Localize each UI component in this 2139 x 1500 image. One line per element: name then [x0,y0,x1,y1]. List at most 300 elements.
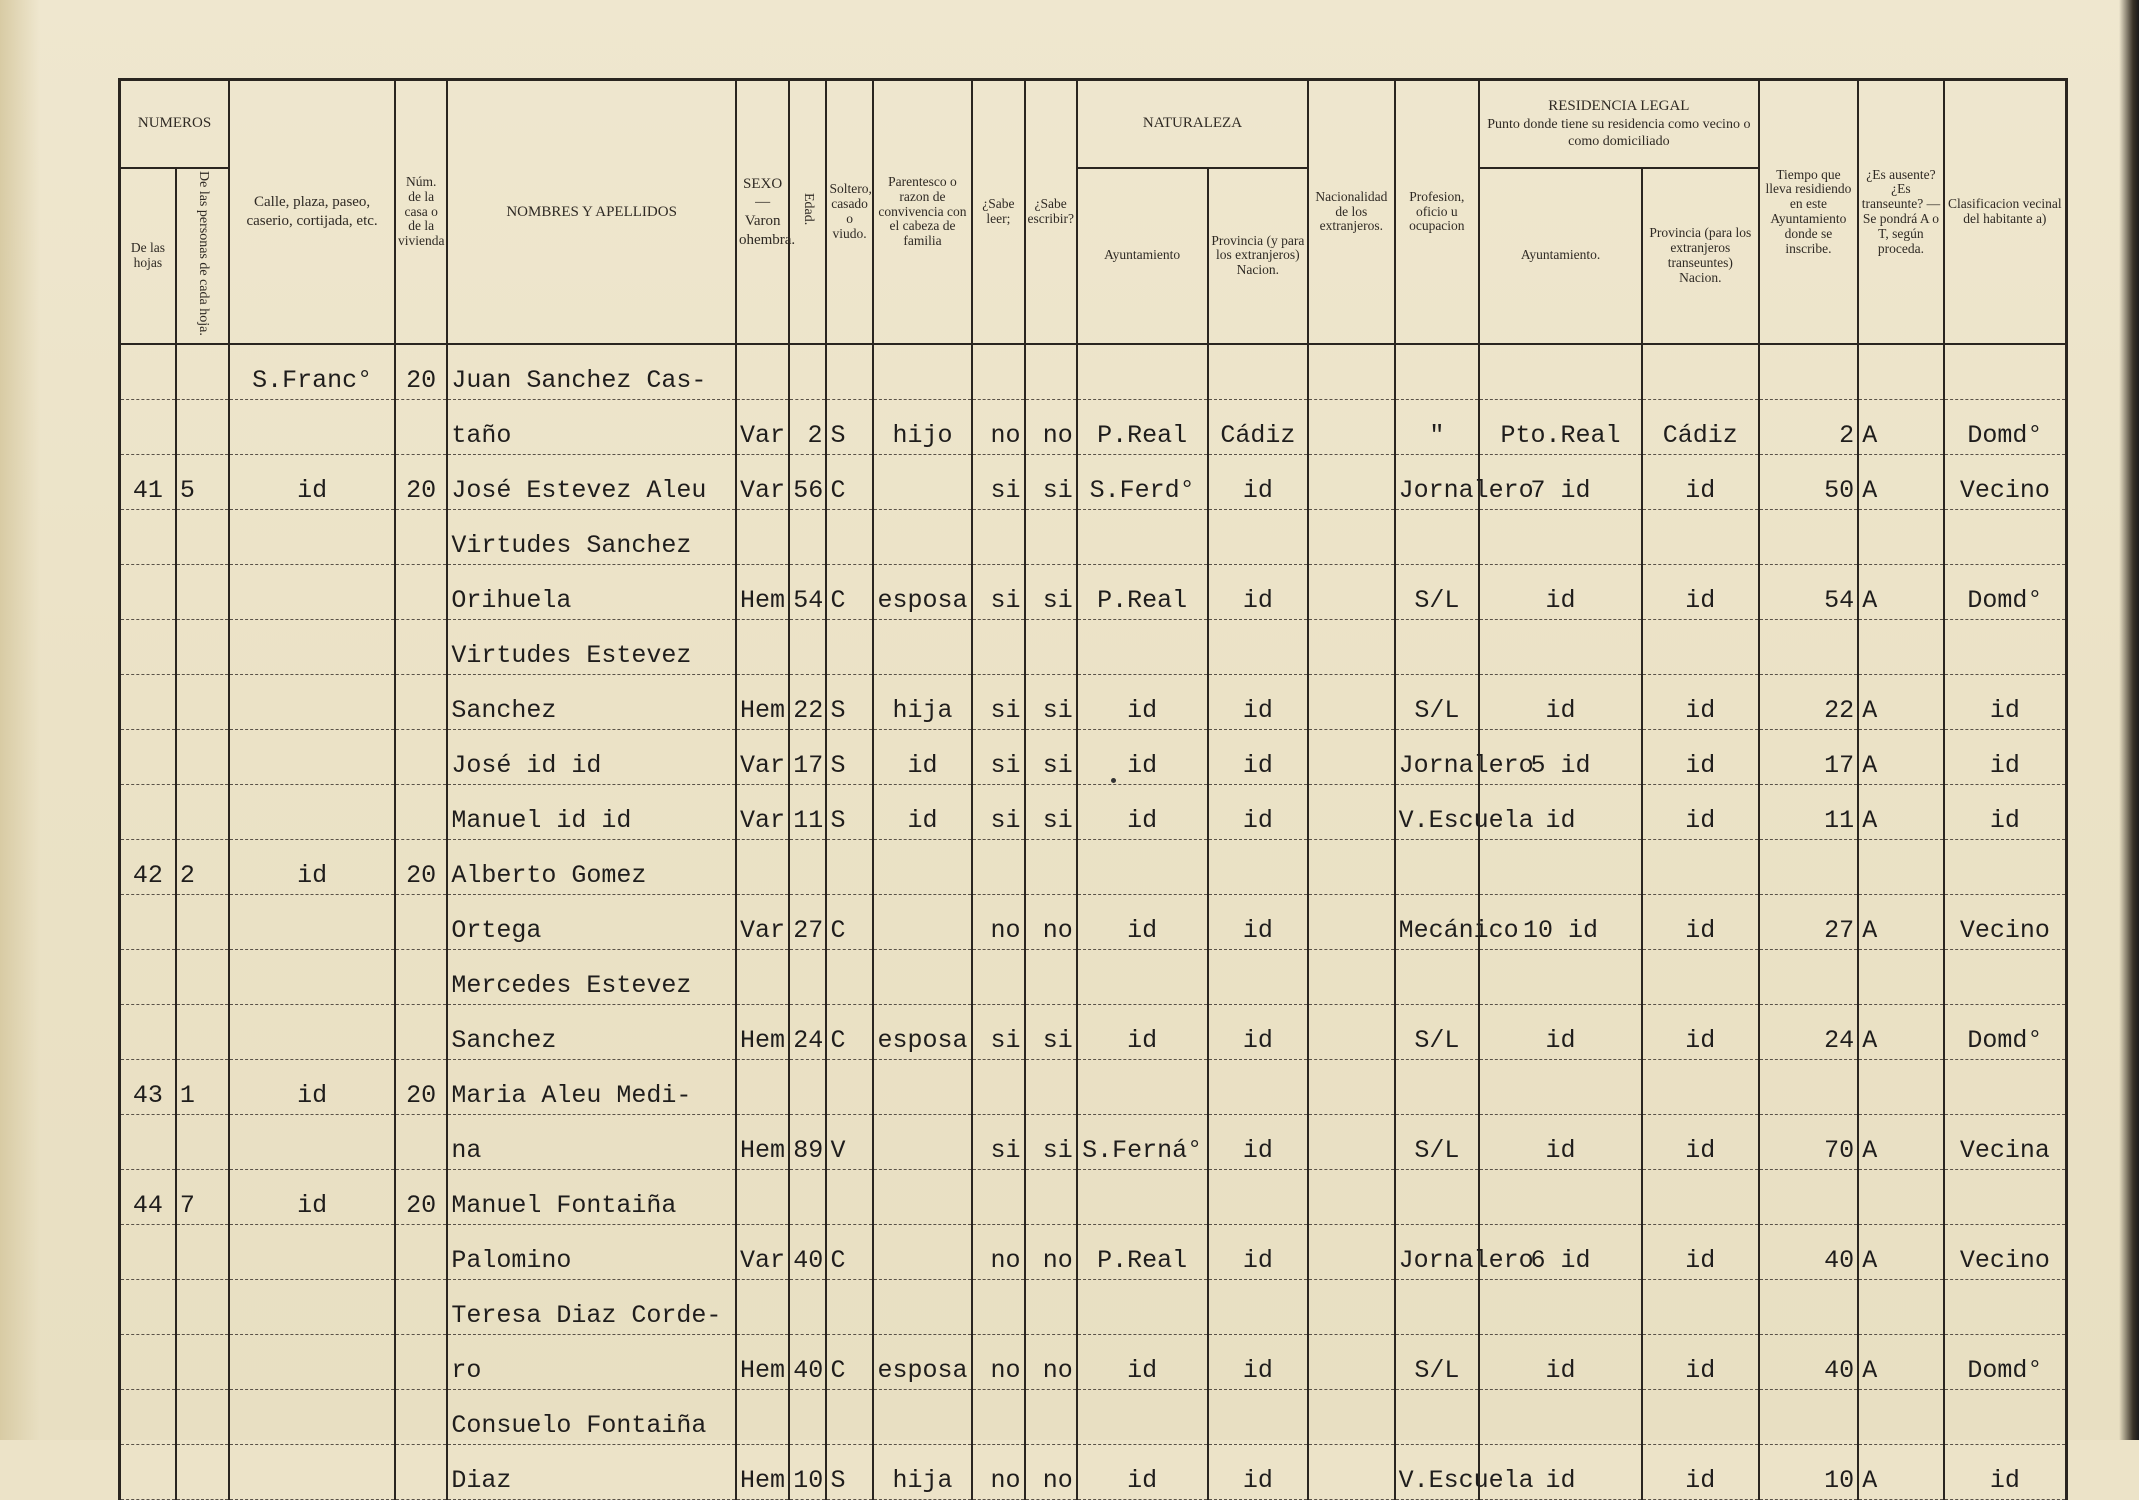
casa-cell [395,730,447,785]
clasificacion-cell [1944,620,2067,675]
parentesco-cell [873,1280,973,1335]
sexo-cell [736,344,789,400]
persona-cell [176,1445,229,1500]
ausente-cell: A [1858,565,1943,620]
nombre-cell: Diaz [447,1445,736,1500]
tiempo-cell: 40 [1759,1225,1859,1280]
sexo-cell [736,840,789,895]
casa-cell [395,1005,447,1060]
res-provincia-cell: id [1642,675,1759,730]
hoja-cell [120,1390,176,1445]
nombre-cell: Juan Sanchez Cas- [447,344,736,400]
header-num-casa: Núm. de la casa o de la vivienda [395,80,447,345]
table-row [120,510,2067,565]
estado-cell: C [826,565,872,620]
table-row [120,455,2067,510]
calle-cell [229,895,395,950]
nat-ayuntamiento-cell: P.Real [1077,565,1208,620]
clasificacion-cell: Vecina [1944,1115,2067,1170]
ausente-cell: A [1858,1005,1943,1060]
tiempo-cell: 2 [1759,400,1859,455]
casa-cell [395,1445,447,1500]
edad-cell: 17 [789,730,826,785]
res-provincia-cell: id [1642,895,1759,950]
res-ayuntamiento-cell [1479,510,1642,565]
tiempo-cell [1759,344,1859,400]
edad-cell: 40 [789,1225,826,1280]
hoja-cell: 44 [120,1170,176,1225]
sabe-leer-cell [972,1280,1024,1335]
clasificacion-cell [1944,1170,2067,1225]
persona-cell [176,1225,229,1280]
res-provincia-cell: id [1642,565,1759,620]
nat-ayuntamiento-cell: id [1077,895,1208,950]
calle-cell [229,620,395,675]
header-de-las-personas [176,168,229,345]
table-row [120,1060,2067,1115]
persona-cell [176,1115,229,1170]
estado-cell [826,950,872,1005]
sabe-leer-cell: si [972,785,1024,840]
calle-cell [229,730,395,785]
edad-cell [789,840,826,895]
profesion-cell: S/L [1395,1335,1479,1390]
nat-provincia-cell: id [1208,1335,1309,1390]
calle-cell [229,1335,395,1390]
nat-ayuntamiento-cell [1077,950,1208,1005]
profesion-cell: V.Escuela [1395,1445,1479,1500]
edad-cell: 56 [789,455,826,510]
hoja-cell [120,785,176,840]
edad-cell [789,510,826,565]
calle-cell [229,510,395,565]
nombre-cell: Manuel id id [447,785,736,840]
estado-cell: S [826,1445,872,1500]
sabe-leer-cell [972,344,1024,400]
sexo-cell [736,1280,789,1335]
estado-cell: V [826,1115,872,1170]
profesion-cell [1395,950,1479,1005]
nat-ayuntamiento-cell [1077,620,1208,675]
sexo-cell: Var [736,895,789,950]
parentesco-cell: hija [873,675,973,730]
persona-cell: 2 [176,840,229,895]
ausente-cell: A [1858,895,1943,950]
header-numeros: NUMEROS [120,80,230,168]
sabe-leer-cell: no [972,1335,1024,1390]
nat-ayuntamiento-cell [1077,1280,1208,1335]
tiempo-cell [1759,950,1859,1005]
nat-ayuntamiento-cell: id [1077,1335,1208,1390]
nacionalidad-cell [1308,400,1394,455]
clasificacion-cell: Vecino [1944,895,2067,950]
ausente-cell [1858,950,1943,1005]
nombre-cell: Palomino [447,1225,736,1280]
ausente-cell [1858,1170,1943,1225]
casa-cell: 20 [395,455,447,510]
hoja-cell [120,1280,176,1335]
hoja-cell [120,510,176,565]
nat-ayuntamiento-cell [1077,1390,1208,1445]
casa-cell: 20 [395,1170,447,1225]
tiempo-cell: 22 [1759,675,1859,730]
estado-cell: S [826,400,872,455]
nacionalidad-cell [1308,1115,1394,1170]
header-res-ayuntamiento: Ayuntamiento. [1479,168,1642,345]
persona-cell [176,1280,229,1335]
persona-cell [176,400,229,455]
header-residencia [1479,80,1759,168]
ausente-cell [1858,1280,1943,1335]
parentesco-cell: esposa [873,565,973,620]
ink-dot [1111,778,1116,783]
edad-cell: 10 [789,1445,826,1500]
casa-cell [395,1225,447,1280]
ausente-cell: A [1858,1445,1943,1500]
profesion-cell [1395,620,1479,675]
res-ayuntamiento-cell [1479,1390,1642,1445]
table-row [120,1335,2067,1390]
nat-provincia-cell: id [1208,455,1309,510]
calle-cell [229,1225,395,1280]
sabe-leer-cell: si [972,675,1024,730]
estado-cell: C [826,1335,872,1390]
estado-cell: S [826,785,872,840]
calle-cell [229,1280,395,1335]
clasificacion-cell [1944,1390,2067,1445]
table-header [120,80,2067,345]
edad-cell [789,1390,826,1445]
casa-cell [395,1335,447,1390]
nombre-cell: Virtudes Estevez [447,620,736,675]
nacionalidad-cell [1308,510,1394,565]
profesion-cell [1395,1170,1479,1225]
sexo-cell [736,1390,789,1445]
edad-cell: 40 [789,1335,826,1390]
res-ayuntamiento-cell [1479,1280,1642,1335]
nat-provincia-cell: id [1208,1225,1309,1280]
table-row [120,675,2067,730]
tiempo-cell: 27 [1759,895,1859,950]
tiempo-cell: 70 [1759,1115,1859,1170]
header-parentesco: Parentesco o razon de convivencia con el cabeza de familia [873,80,973,345]
header-estado: Soltero, casado o viudo. [826,80,872,345]
edad-cell [789,1280,826,1335]
res-ayuntamiento-cell: id [1479,565,1642,620]
tiempo-cell [1759,840,1859,895]
nombre-cell: ro [447,1335,736,1390]
hoja-cell [120,950,176,1005]
sabe-escribir-cell [1025,1280,1077,1335]
nacionalidad-cell [1308,675,1394,730]
tiempo-cell: 24 [1759,1005,1859,1060]
nat-ayuntamiento-cell: id [1077,675,1208,730]
res-provincia-cell [1642,840,1759,895]
casa-cell [395,785,447,840]
profesion-cell [1395,1390,1479,1445]
hoja-cell [120,1445,176,1500]
sabe-escribir-cell: no [1025,1335,1077,1390]
nat-provincia-cell: id [1208,785,1309,840]
tiempo-cell: 54 [1759,565,1859,620]
sabe-escribir-cell: no [1025,895,1077,950]
nacionalidad-cell [1308,565,1394,620]
res-provincia-cell: id [1642,1005,1759,1060]
sabe-leer-cell: si [972,565,1024,620]
profesion-cell [1395,510,1479,565]
tiempo-cell [1759,510,1859,565]
profesion-cell: S/L [1395,1005,1479,1060]
sabe-leer-cell [972,510,1024,565]
header-nat-ayuntamiento: Ayuntamiento [1077,168,1208,345]
sabe-escribir-cell [1025,1170,1077,1225]
clasificacion-cell: Domd° [1944,400,2067,455]
table-row [120,1445,2067,1500]
ausente-cell [1858,1060,1943,1115]
res-ayuntamiento-cell: id [1479,785,1642,840]
hoja-cell [120,895,176,950]
res-ayuntamiento-cell: 7 id [1479,455,1642,510]
sexo-cell: Hem [736,1335,789,1390]
profesion-cell: S/L [1395,675,1479,730]
estado-cell [826,344,872,400]
tiempo-cell: 11 [1759,785,1859,840]
calle-cell [229,565,395,620]
hoja-cell [120,730,176,785]
persona-cell [176,1335,229,1390]
res-provincia-cell [1642,1280,1759,1335]
nacionalidad-cell [1308,895,1394,950]
res-ayuntamiento-cell [1479,950,1642,1005]
ausente-cell [1858,510,1943,565]
sexo-cell: Var [736,455,789,510]
profesion-cell [1395,1060,1479,1115]
casa-cell: 20 [395,840,447,895]
clasificacion-cell [1944,840,2067,895]
edad-cell [789,1060,826,1115]
sabe-leer-cell: si [972,455,1024,510]
parentesco-cell [873,510,973,565]
nat-provincia-cell: id [1208,1005,1309,1060]
tiempo-cell: 10 [1759,1445,1859,1500]
res-ayuntamiento-cell: id [1479,1445,1642,1500]
nombre-cell: Ortega [447,895,736,950]
nat-provincia-cell: id [1208,730,1309,785]
sabe-leer-cell [972,1170,1024,1225]
ausente-cell [1858,1390,1943,1445]
nat-ayuntamiento-cell: S.Ferná° [1077,1115,1208,1170]
estado-cell [826,1060,872,1115]
parentesco-cell [873,1060,973,1115]
ausente-cell [1858,344,1943,400]
nat-provincia-cell [1208,1390,1309,1445]
edad-cell: 2 [789,400,826,455]
estado-cell: S [826,730,872,785]
header-res-provincia: Provincia (para los extranjeros transeuntes) Nacion. [1642,168,1759,345]
estado-cell: C [826,895,872,950]
estado-cell [826,1390,872,1445]
nat-ayuntamiento-cell [1077,344,1208,400]
parentesco-cell: id [873,730,973,785]
sabe-escribir-cell: no [1025,1445,1077,1500]
res-provincia-cell: id [1642,730,1759,785]
persona-cell: 7 [176,1170,229,1225]
parentesco-cell: hijo [873,400,973,455]
casa-cell [395,675,447,730]
nat-provincia-cell: id [1208,1115,1309,1170]
nat-ayuntamiento-cell: id [1077,785,1208,840]
casa-cell [395,950,447,1005]
casa-cell [395,565,447,620]
casa-cell [395,895,447,950]
tiempo-cell [1759,1170,1859,1225]
table-row [120,1225,2067,1280]
calle-cell: id [229,1060,395,1115]
sexo-cell [736,1060,789,1115]
parentesco-cell [873,1115,973,1170]
nombre-cell: Mercedes Estevez [447,950,736,1005]
clasificacion-cell: id [1944,675,2067,730]
casa-cell [395,620,447,675]
ausente-cell: A [1858,1115,1943,1170]
ausente-cell: A [1858,785,1943,840]
profesion-cell: Mecánico [1395,895,1479,950]
nombre-cell: Alberto Gomez [447,840,736,895]
res-ayuntamiento-cell [1479,1060,1642,1115]
ausente-cell: A [1858,400,1943,455]
sexo-cell [736,1170,789,1225]
persona-cell [176,950,229,1005]
nombre-cell: taño [447,400,736,455]
sabe-leer-cell: si [972,1005,1024,1060]
res-ayuntamiento-cell: id [1479,675,1642,730]
res-provincia-cell [1642,950,1759,1005]
nacionalidad-cell [1308,1335,1394,1390]
ausente-cell [1858,620,1943,675]
nombre-cell: José id id [447,730,736,785]
sabe-escribir-cell: no [1025,1225,1077,1280]
clasificacion-cell: id [1944,730,2067,785]
parentesco-cell: id [873,785,973,840]
sabe-leer-cell: no [972,895,1024,950]
sabe-escribir-cell: si [1025,675,1077,730]
nombre-cell: Consuelo Fontaiña [447,1390,736,1445]
edad-cell: 24 [789,1005,826,1060]
nombre-cell: Manuel Fontaiña [447,1170,736,1225]
nacionalidad-cell [1308,620,1394,675]
header-sabe-escribir: ¿Sabe escribir? [1025,80,1077,345]
res-ayuntamiento-cell: id [1479,1005,1642,1060]
parentesco-cell: esposa [873,1335,973,1390]
persona-cell [176,730,229,785]
sabe-escribir-cell: si [1025,565,1077,620]
clasificacion-cell: Domd° [1944,565,2067,620]
nat-ayuntamiento-cell [1077,1170,1208,1225]
hoja-cell [120,400,176,455]
calle-cell: id [229,840,395,895]
clasificacion-cell: id [1944,1445,2067,1500]
profesion-cell [1395,840,1479,895]
res-ayuntamiento-cell: id [1479,1115,1642,1170]
tiempo-cell [1759,620,1859,675]
sabe-escribir-cell: si [1025,730,1077,785]
header-calle: Calle, plaza, paseo, caserio, cortijada, etc. [229,80,395,345]
nacionalidad-cell [1308,950,1394,1005]
clasificacion-cell [1944,510,2067,565]
parentesco-cell: esposa [873,1005,973,1060]
nat-ayuntamiento-cell: id [1077,1445,1208,1500]
sabe-escribir-cell: no [1025,400,1077,455]
nacionalidad-cell [1308,1060,1394,1115]
clasificacion-cell [1944,1060,2067,1115]
nat-ayuntamiento-cell: id [1077,730,1208,785]
parentesco-cell [873,1170,973,1225]
res-ayuntamiento-cell: Pto.Real [1479,400,1642,455]
res-provincia-cell: id [1642,785,1759,840]
calle-cell: id [229,1170,395,1225]
parentesco-cell [873,1390,973,1445]
casa-cell [395,1280,447,1335]
sexo-cell: Hem [736,1445,789,1500]
res-provincia-cell [1642,1060,1759,1115]
nacionalidad-cell [1308,1280,1394,1335]
header-edad [789,80,826,345]
edad-cell [789,1170,826,1225]
sexo-cell: Var [736,785,789,840]
ausente-cell: A [1858,455,1943,510]
header-sexo: SEXO — Varon ohembra. [736,80,789,345]
casa-cell: 20 [395,1060,447,1115]
sabe-leer-cell: si [972,730,1024,785]
edad-cell: 22 [789,675,826,730]
sabe-escribir-cell: si [1025,455,1077,510]
sabe-escribir-cell: si [1025,1115,1077,1170]
tiempo-cell [1759,1390,1859,1445]
edad-cell: 27 [789,895,826,950]
clasificacion-cell: id [1944,785,2067,840]
parentesco-cell [873,895,973,950]
res-ayuntamiento-cell: 10 id [1479,895,1642,950]
estado-cell [826,840,872,895]
sexo-cell: Hem [736,565,789,620]
res-ayuntamiento-cell [1479,620,1642,675]
sexo-cell: Hem [736,1115,789,1170]
persona-cell [176,1005,229,1060]
casa-cell [395,400,447,455]
clasificacion-cell: Vecino [1944,455,2067,510]
nat-ayuntamiento-cell [1077,840,1208,895]
clasificacion-cell [1944,950,2067,1005]
tiempo-cell [1759,1280,1859,1335]
res-provincia-cell: id [1642,1115,1759,1170]
persona-cell: 1 [176,1060,229,1115]
sabe-escribir-cell: si [1025,1005,1077,1060]
res-provincia-cell [1642,1390,1759,1445]
nombre-cell: Teresa Diaz Corde- [447,1280,736,1335]
profesion-cell: Jornalero [1395,730,1479,785]
table-row [120,895,2067,950]
nat-provincia-cell: Cádiz [1208,400,1309,455]
nombre-cell: Sanchez [447,675,736,730]
ausente-cell: A [1858,1225,1943,1280]
ausente-cell [1858,840,1943,895]
nat-provincia-cell: id [1208,675,1309,730]
parentesco-cell: hija [873,1445,973,1500]
sabe-leer-cell [972,950,1024,1005]
persona-cell [176,895,229,950]
header-tiempo: Tiempo que lleva residiendo en este Ayuntamiento donde se inscribe. [1759,80,1859,345]
res-provincia-cell: Cádiz [1642,400,1759,455]
